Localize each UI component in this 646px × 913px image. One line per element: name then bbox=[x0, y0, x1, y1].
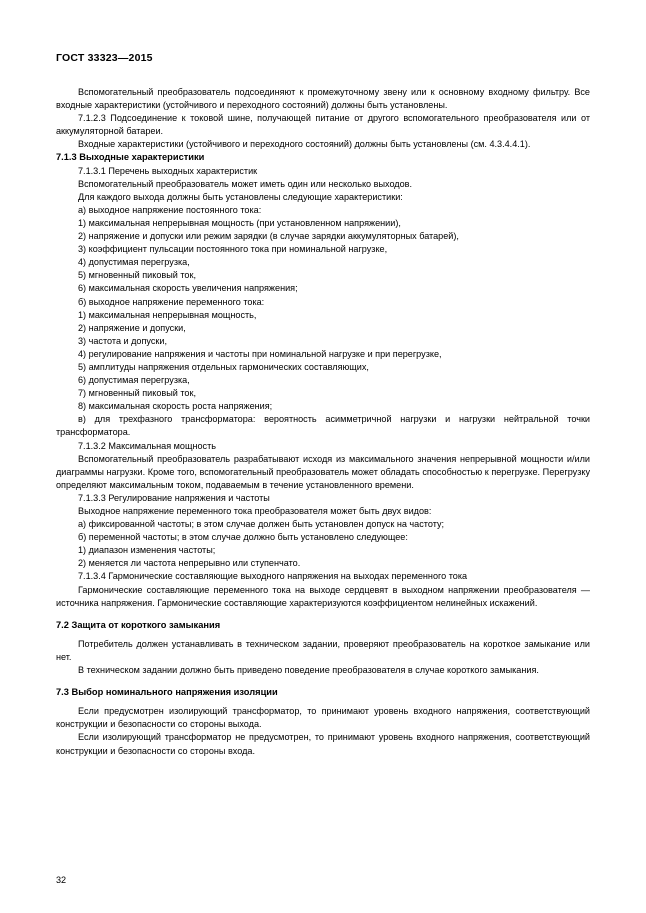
page-number: 32 bbox=[56, 875, 67, 885]
section-heading: 7.2 Защита от короткого замыкания bbox=[56, 619, 221, 630]
paragraph: б) выходное напряжение переменного тока: bbox=[78, 296, 265, 307]
paragraph: 7.1.3.1 Перечень выходных характеристик bbox=[78, 165, 258, 176]
paragraph: 4) регулирование напряжения и частоты при номинальной нагрузке и при перегрузке, bbox=[78, 348, 442, 359]
paragraph: Если предусмотрен изолирующий трансформатор, то принимают уровень входного напряжения, соответствующий конструкции и безопасности со стороны выхода. bbox=[56, 706, 590, 730]
document-body bbox=[56, 86, 590, 758]
section-heading: 7.1.3 Выходные характеристики bbox=[56, 152, 205, 163]
paragraph: 4) допустимая перегрузка, bbox=[78, 257, 190, 268]
paragraph: В техническом задании должно быть приведено поведение преобразователя в случае короткого замыкания. bbox=[78, 665, 539, 676]
paragraph: 7.1.2.3 Подсоединение к токовой шине, получающей питание от другого вспомогательного преобразователя или от аккумуляторной батареи. bbox=[56, 113, 590, 137]
section-gap bbox=[56, 677, 590, 686]
paragraph: 2) меняется ли частота непрерывно или ступенчато. bbox=[78, 558, 301, 569]
section-gap bbox=[56, 610, 590, 619]
paragraph: Гармонические составляющие переменного тока на выходе сердцевят в выходном напряжении преобразователя — источника напряжения. Гармонические составляющие характеризуются коэффициентом нелинейных искажений. bbox=[56, 584, 590, 608]
paragraph: 7.1.3.2 Максимальная мощность bbox=[78, 440, 216, 451]
paragraph: 7) мгновенный пиковый ток, bbox=[78, 388, 196, 399]
paragraph: 2) напряжение и допуски, bbox=[78, 322, 186, 333]
paragraph: Выходное напряжение переменного тока преобразователя может быть двух видов: bbox=[78, 506, 432, 516]
paragraph: 3) частота и допуски, bbox=[78, 335, 167, 346]
paragraph: Вспомогательный преобразователь разрабатывают исходя из максимального значения непрерывной мощности и/или диаграммы нагрузки. Кроме того, вспомогательный преобразователь может обладать способностью к перегрузке. Перегрузку определяют максимальным током, подаваемым в течение установленного времени. bbox=[56, 453, 590, 490]
paragraph: Потребитель должен устанавливать в техническом задании, проверяют преобразователь на короткое замыкание или нет. bbox=[56, 638, 590, 662]
paragraph: Для каждого выхода должны быть установлены следующие характеристики: bbox=[78, 191, 403, 202]
section-heading: 7.3 Выбор номинального напряжения изоляции bbox=[56, 687, 278, 698]
paragraph: Вспомогательный преобразователь подсоединяют к промежуточному звену или к основному входному фильтру. Все входные характеристики (устойчивого и переходного состояний) должны быть установлены. bbox=[56, 87, 590, 111]
paragraph: 3) коэффициент пульсации постоянного тока при номинальной нагрузке, bbox=[78, 244, 388, 255]
paragraph: 5) мгновенный пиковый ток, bbox=[78, 270, 196, 281]
paragraph: Если изолирующий трансформатор не предусмотрен, то принимают уровень входного напряжения, соответствующий конструкции и безопасности со стороны входа. bbox=[56, 732, 590, 756]
paragraph: а) выходное напряжение постоянного тока: bbox=[78, 204, 262, 215]
paragraph: 2) напряжение и допуски или режим зарядки (в случае зарядки аккумуляторных батарей), bbox=[78, 231, 459, 242]
paragraph: 1) максимальная непрерывная мощность (при установленном напряжении), bbox=[78, 217, 401, 228]
paragraph: 5) амплитуды напряжения отдельных гармонических составляющих, bbox=[78, 361, 369, 372]
paragraph: а) фиксированной частоты; в этом случае должен быть установлен допуск на частоту; bbox=[78, 519, 445, 530]
paragraph: Входные характеристики (устойчивого и переходного состояний) должны быть установлены (см. 4.3.4.4.1). bbox=[78, 139, 531, 150]
paragraph: 1) максимальная непрерывная мощность, bbox=[78, 309, 257, 320]
paragraph: 1) диапазон изменения частоты; bbox=[78, 545, 216, 556]
paragraph: 8) максимальная скорость роста напряжения; bbox=[78, 401, 273, 412]
paragraph: 7.1.3.3 Регулирование напряжения и частоты bbox=[78, 492, 270, 503]
page-header: ГОСТ 33323—2015 bbox=[56, 52, 153, 64]
paragraph: 6) максимальная скорость увеличения напряжения; bbox=[78, 283, 298, 294]
paragraph: 6) допустимая перегрузка, bbox=[78, 375, 190, 386]
paragraph: Вспомогательный преобразователь может иметь один или несколько выходов. bbox=[78, 178, 413, 189]
paragraph: в) для трехфазного трансформатора: вероятность асимметричной нагрузки и нагрузки нейтральной точки трансформатора. bbox=[56, 414, 590, 438]
paragraph: 7.1.3.4 Гармонические составляющие выходного напряжения на выходах переменного тока bbox=[78, 571, 468, 582]
paragraph: б) переменной частоты; в этом случае должно быть установлено следующее: bbox=[78, 532, 408, 543]
